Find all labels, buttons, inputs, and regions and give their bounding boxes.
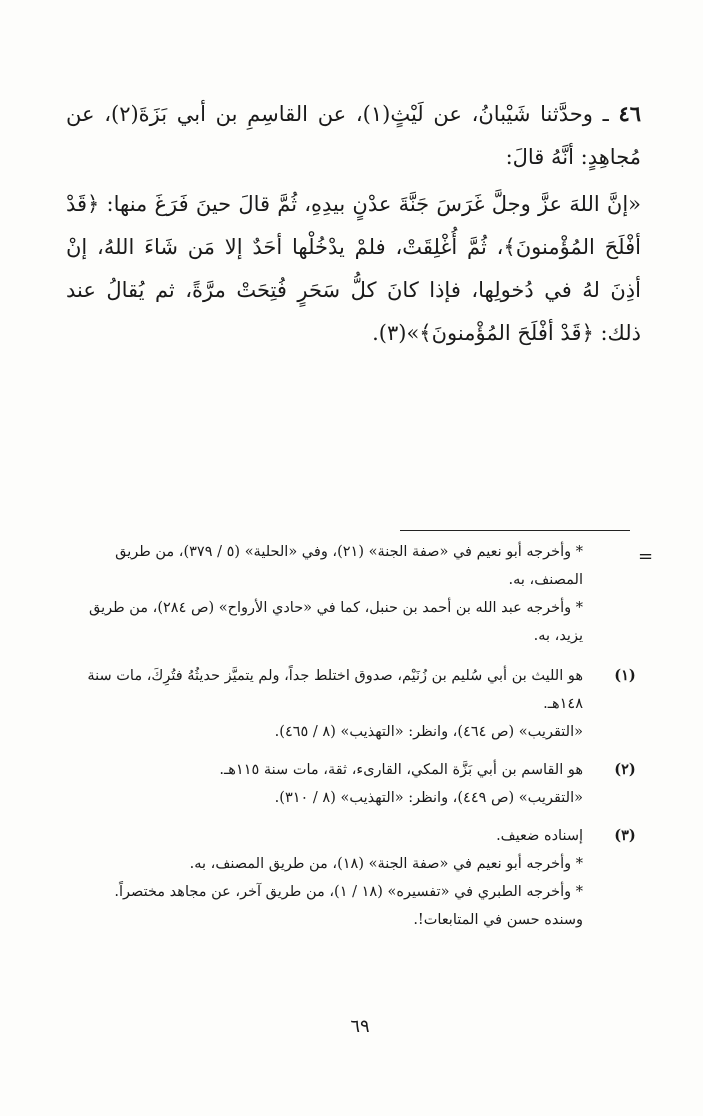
footnote-line: «التقريب» (ص ٤٤٩)، وانظر: «التهذيب» (٨ / ٣١٠).: [274, 790, 583, 806]
footnote-line: هو الليث بن أبي سُليم بن زُنَيْم، صدوق اختلط جداً، ولم يتميَّز حديثُهُ فتُرِكَ، مات سنة ١٤٨هـ.: [87, 668, 583, 712]
footnote-2: [60, 756, 645, 812]
footnote-continuation: [60, 538, 645, 650]
footnote-line: «التقريب» (ص ٤٦٤)، وانظر: «التهذيب» (٨ / ٤٦٥).: [274, 724, 583, 740]
footnotes: [60, 538, 645, 944]
footnote-line: * وأخرجه عبد الله بن أحمد بن حنبل، كما في «حادي الأرواح» (ص ٢٨٤)، من طريق يزيد، به.: [88, 600, 583, 644]
footnote-line: * وأخرجه الطبري في «تفسيره» (١٨ / ١)، من طريق آخر، عن مجاهد مختصراً.: [114, 884, 583, 900]
footnote-divider: [400, 530, 630, 531]
footnote-1: [60, 662, 645, 746]
page-number: ٦٩: [350, 1016, 370, 1037]
main-text: [66, 92, 641, 355]
footnote-line: وسنده حسن في المتابعات!.: [413, 912, 583, 928]
isnad-text: ـ وحدَّثنا شَيْبانُ، عن لَيْثٍ(١)، عن القاسِمِ بن أبي بَزَةَ(٢)، عن مُجاهِدٍ: أنَّهُ قالَ:: [66, 102, 641, 169]
hadith-matn: «إنَّ اللهَ عزَّ وجلَّ غَرَسَ جَنَّةَ عدْنٍ بيدِهِ، ثُمَّ قالَ حينَ فَرَغَ منها: ﴿قَدْ أفْلَحَ المُؤْمنونَ﴾، ثُمَّ أُغْلِقَتْ، فلمْ يدْخُلْها أحَدٌ إلا مَن شَاءَ اللهُ، إنْ أذِنَ لهُ في دُخولِها، فإذا كانَ كلُّ سَحَرٍ فُتِحَتْ مرَّةً، ثم يُقالُ عند ذلك: ﴿قَدْ أفْلَحَ المُؤْمنونَ﴾»(٣).: [66, 192, 641, 345]
hadith-number: ٤٦: [618, 101, 641, 126]
hadith-isnad: [66, 92, 641, 179]
continuation-marker: =: [638, 546, 654, 567]
footnote-line: إسناده ضعيف.: [496, 828, 583, 844]
footnote-number: (٣): [614, 827, 636, 844]
footnote-line: * وأخرجه أبو نعيم في «صفة الجنة» (٢١)، وفي «الحلية» (٥ / ٣٧٩)، من طريق المصنف، به.: [115, 544, 583, 588]
footnote-line: * وأخرجه أبو نعيم في «صفة الجنة» (١٨)، من طريق المصنف، به.: [189, 856, 583, 872]
footnote-line: هو القاسم بن أبي بَزَّة المكي، القارىء، ثقة، مات سنة ١١٥هـ.: [219, 762, 583, 778]
footnote-number: (١): [614, 667, 636, 684]
footnote-3: [60, 822, 645, 934]
footnote-number: (٢): [614, 761, 636, 778]
